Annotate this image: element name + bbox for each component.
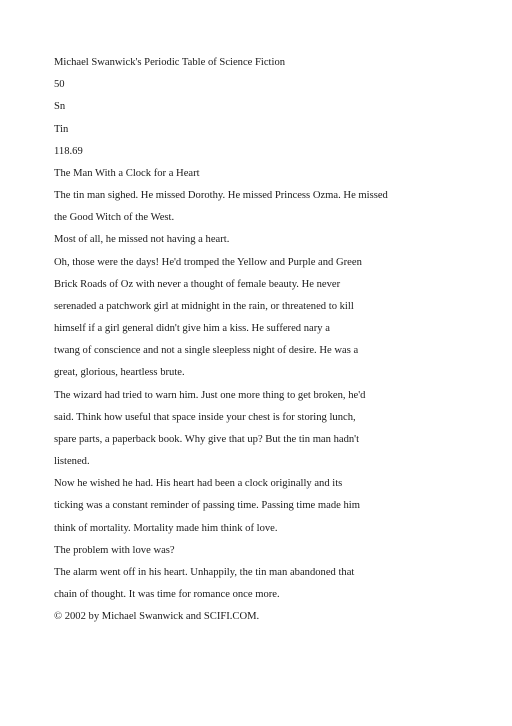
collection-title: Michael Swanwick's Periodic Table of Science Fiction [54, 57, 286, 68]
body-line: listened. [54, 456, 90, 468]
body-line: The problem with love was? [54, 544, 175, 556]
body-line: twang of conscience and not a single sleepless night of desire. He was a [54, 345, 359, 357]
story-title: The Man With a Clock for a Heart [54, 167, 200, 179]
element-symbol: Sn [54, 101, 66, 113]
element-name: Tin [54, 123, 69, 135]
body-line: spare parts, a paperback book. Why give that up? But the tin man hadn't [54, 433, 360, 445]
copyright-line: © 2002 by Michael Swanwick and SCIFI.COM. [54, 611, 260, 623]
atomic-weight: 118.69 [54, 145, 83, 157]
body-line: ticking was a constant reminder of passing time. Passing time made him [54, 500, 360, 512]
body-line: think of mortality. Mortality made him think of love. [54, 522, 278, 534]
body-line: himself if a girl general didn't give him a kiss. He suffered nary a [54, 323, 330, 335]
body-line: the Good Witch of the West. [54, 212, 175, 224]
body-line: Now he wished he had. His heart had been a clock originally and its [54, 478, 343, 490]
body-line: Oh, those were the days! He'd tromped the Yellow and Purple and Green [54, 256, 362, 268]
body-line: great, glorious, heartless brute. [54, 367, 185, 379]
body-line: serenaded a patchwork girl at midnight in the rain, or threatened to kill [54, 300, 354, 312]
body-line: Brick Roads of Oz with never a thought of female beauty. He never [54, 278, 341, 290]
body-line: chain of thought. It was time for romance once more. [54, 589, 280, 601]
document-body [54, 52, 494, 628]
atomic-number: 50 [54, 79, 65, 91]
body-line: The alarm went off in his heart. Unhappily, the tin man abandoned that [54, 566, 355, 578]
body-line: Most of all, he missed not having a heart. [54, 234, 230, 246]
body-line: said. Think how useful that space inside your chest is for storing lunch, [54, 411, 356, 423]
body-line: The wizard had tried to warn him. Just one more thing to get broken, he'd [54, 389, 366, 401]
body-line: The tin man sighed. He missed Dorothy. He missed Princess Ozma. He missed [54, 190, 388, 202]
